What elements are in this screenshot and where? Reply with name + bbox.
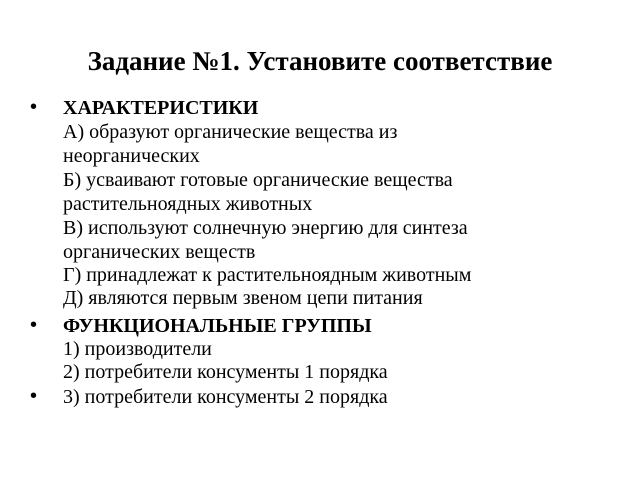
list-line: 3) потребители консументы 2 порядка: [63, 386, 388, 408]
section-heading: ХАРАКТЕРИСТИКИ: [63, 97, 259, 119]
list-line: 2) потребители консументы 1 порядка: [63, 361, 388, 383]
bullet-icon: •: [30, 96, 38, 118]
list-line: органических веществ: [63, 241, 256, 263]
bullet-icon: •: [30, 314, 38, 336]
slide-title: Задание №1. Установите соответствие: [87, 46, 553, 76]
list-line: А) образуют органические вещества из: [63, 121, 398, 143]
list-line: 1) производители: [63, 338, 212, 360]
list-line: растительноядных животных: [63, 193, 313, 215]
list-line: В) используют солнечную энергию для синтеза: [63, 217, 468, 239]
list-line: Д) являются первым звеном цепи питания: [63, 287, 423, 309]
list-line: Г) принадлежат к растительноядным животным: [63, 264, 472, 286]
list-line: Б) усваивают готовые органические вещества: [63, 169, 453, 191]
section-heading: ФУНКЦИОНАЛЬНЫЕ ГРУППЫ: [63, 315, 372, 337]
bullet-icon: •: [30, 385, 38, 407]
list-line: неорганических: [63, 145, 200, 167]
